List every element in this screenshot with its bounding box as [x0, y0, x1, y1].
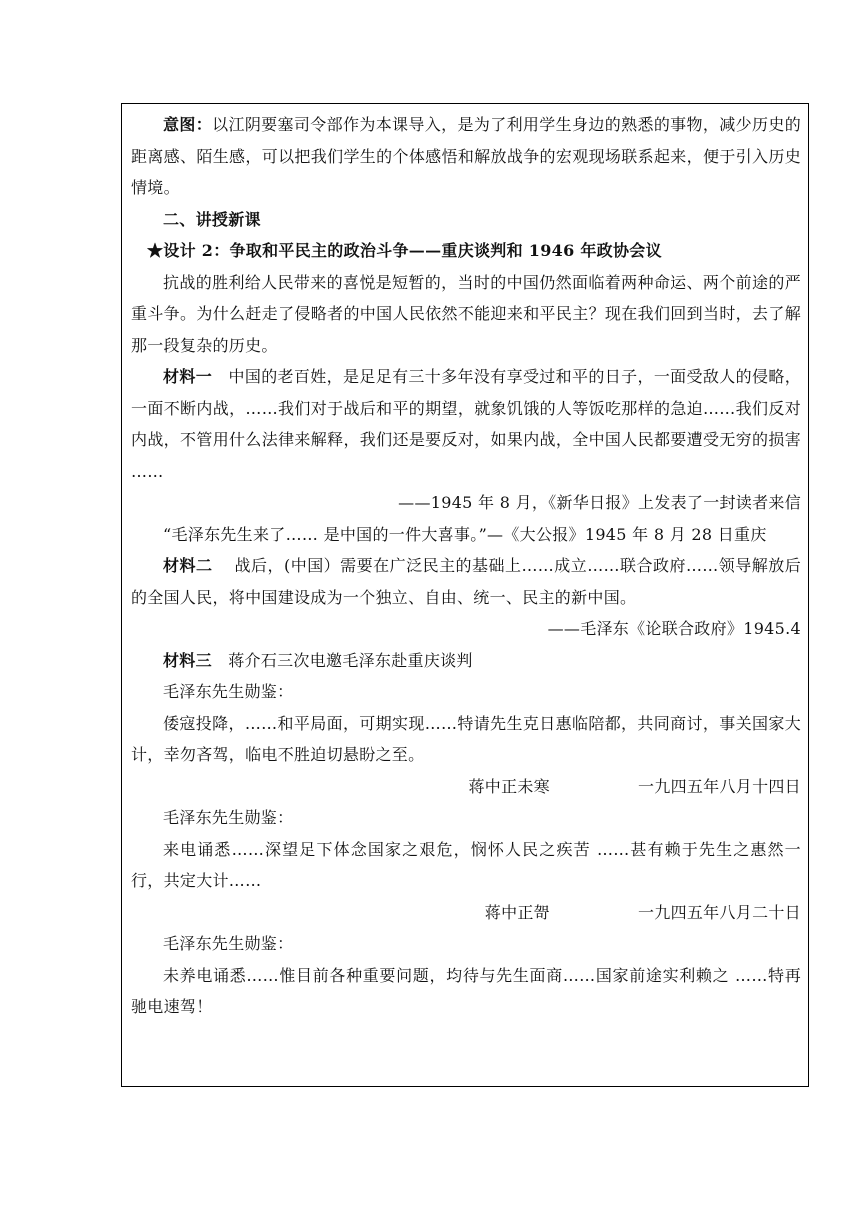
intent-paragraph — [131, 109, 801, 204]
material-2-paragraph — [131, 550, 801, 613]
telegram-3-body: 未养电诵悉……惟目前各种重要问题，均待与先生面商……国家前途实利赖之 ……特再驰电速驾！ — [131, 965, 801, 1016]
telegram-2-date: 一九四五年八月二十日 — [637, 902, 801, 922]
lesson-table-cell — [121, 103, 809, 1087]
telegram-1-signer: 蒋中正未寒 — [468, 776, 550, 796]
telegram-2-signature — [131, 897, 801, 929]
telegram-1-body: 倭寇投降，……和平局面，可期实现……特请先生克日惠临陪都，共同商讨，事关国家大计，幸勿吝驾，临电不胜迫切悬盼之至。 — [131, 713, 801, 764]
intro-paragraph: 抗战的胜利给人民带来的喜悦是短暂的，当时的中国仍然面临着两种命运、两个前途的严重斗争。为什么赶走了侵略者的中国人民依然不能迎来和平民主？现在我们回到当时，去了解那一段复杂的历史。 — [131, 272, 801, 355]
material-2-source: ——毛泽东《论联合政府》1945.4 — [547, 619, 801, 638]
material-1-text: 中国的老百姓，是足足有三十多年没有享受过和平的日子，一面受敌人的侵略，一面不断内战，……我们对于战后和平的期望，就象饥饿的人等饭吃那样的急迫……我们反对内战，不管用什么法律来解释，我们还是要反对，如果内战，全中国人民都要遭受无穷的损害 …… — [131, 367, 801, 481]
lesson-content — [122, 109, 808, 1023]
material-3-heading — [131, 645, 801, 677]
material-1-label: 材料一 — [163, 367, 213, 386]
intent-label: 意图： — [163, 115, 213, 134]
material-1-paragraph — [131, 361, 801, 487]
telegram-1-signature — [131, 771, 801, 803]
telegram-2-salutation: 毛泽东先生勋鉴： — [163, 808, 294, 827]
intent-text: 以江阴要塞司令部作为本课导入，是为了利用学生身边的熟悉的事物，减少历史的距离感、陌生感，可以把我们学生的个体感悟和解放战争的宏观现场联系起来，便于引入历史情境。 — [131, 115, 801, 197]
telegram-1-salutation: 毛泽东先生勋鉴： — [163, 682, 294, 701]
material-3-title: 蒋介石三次电邀毛泽东赴重庆谈判 — [228, 650, 473, 670]
telegram-1-date: 一九四五年八月十四日 — [637, 776, 801, 796]
material-2-text: 战后，(中国）需要在广泛民主的基础上……成立……联合政府……领导解放后的全国人民，将中国建设成为一个独立、自由、统一、民主的新中国。 — [131, 556, 802, 607]
material-3-label: 材料三 — [163, 650, 212, 670]
telegram-3-salutation: 毛泽东先生勋鉴： — [163, 934, 294, 953]
telegram-2-body: 来电诵悉……深望足下体念国家之艰危，悯怀人民之疾苦 ……甚有赖于先生之惠然一行，共定大计…… — [131, 839, 801, 890]
section-heading: 二、讲授新课 — [163, 209, 261, 229]
material-2-label: 材料二 — [163, 556, 213, 575]
telegram-2-signer: 蒋中正哿 — [484, 902, 550, 922]
quote-line: “毛泽东先生来了…… 是中国的一件大喜事。”—《大公报》1945 年 8 月 28 日重庆 — [163, 524, 767, 544]
material-1-source: ——1945 年 8 月，《新华日报》上发表了一封读者来信 — [398, 493, 801, 512]
design-heading: ★设计 2：争取和平民主的政治斗争——重庆谈判和 1946 年政协会议 — [147, 241, 662, 260]
